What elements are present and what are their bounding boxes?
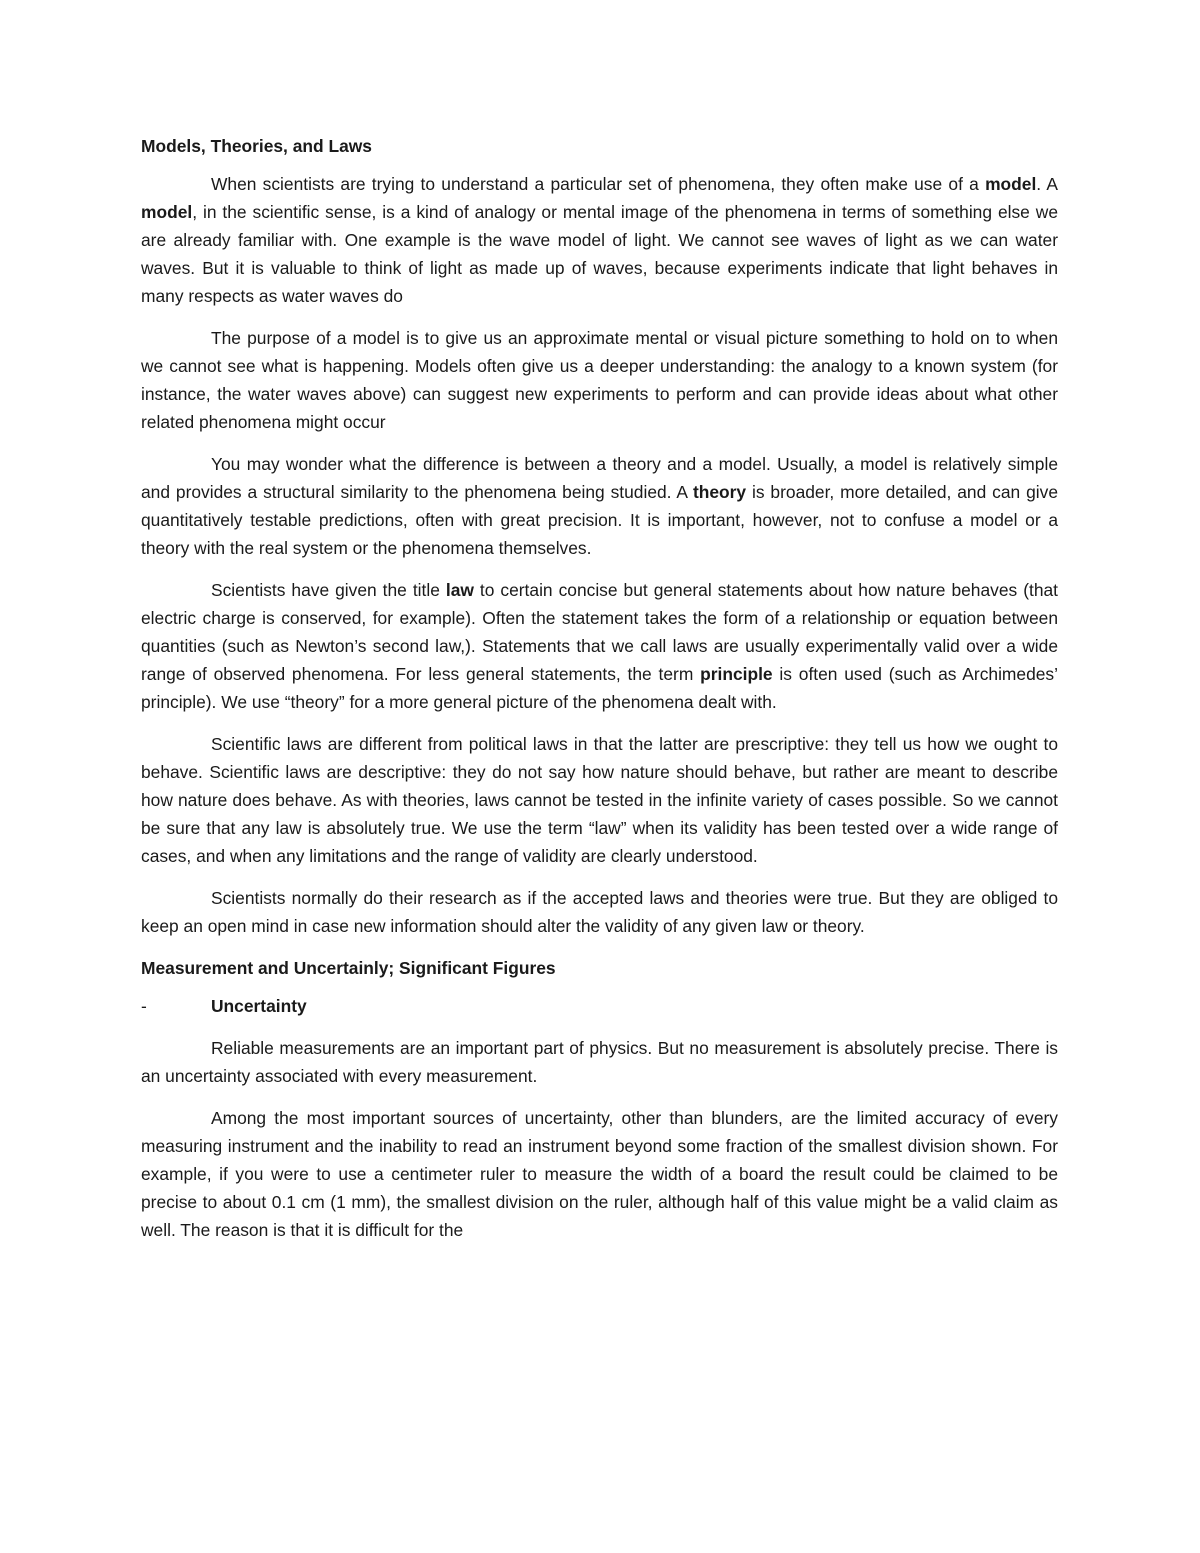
bullet-uncertainty — [141, 992, 1058, 1020]
paragraph-theory-vs-model: You may wonder what the difference is between a theory and a model. Usually, a model is relatively simple and provides a structural similarity to the phenomena being studied. A theory is broader, more detailed, and can give quantitatively testable predictions, often with great precision. It is important, however, not to confuse a model or a theory with the real system or the phenomena themselves. — [141, 454, 1058, 558]
paragraph-models-intro: When scientists are trying to understand a particular set of phenomena, they often make use of a model. A model, in the scientific sense, is a kind of analogy or mental image of the phenomena in terms of something else we are already familiar with. One example is the wave model of light. We cannot see waves of light as we can water waves. But it is valuable to think of light as made up of waves, because experiments indicate that light behaves in many respects as water waves do — [141, 174, 1058, 306]
bullet-label: Uncertainty — [211, 996, 307, 1016]
paragraph-laws: Scientists have given the title law to certain concise but general statements about how nature behaves (that electric charge is conserved, for example). Often the statement takes the form of a relationship or equation between quantities (such as Newton’s second law,). Statements that we call laws are usually experimentally valid over a wide range of observed phenomena. For less general statements, the term principle is often used (such as Archimedes’ principle). We use “theory” for a more general picture of the phenomena dealt with. — [141, 580, 1058, 712]
paragraph-open-mind: Scientists normally do their research as if the accepted laws and theories were true. But they are obliged to keep an open mind in case new information should alter the validity of any given law or theory. — [141, 888, 1058, 936]
paragraph-model-purpose: The purpose of a model is to give us an approximate mental or visual picture something to hold on to when we cannot see what is happening. Models often give us a deeper understanding: the analogy to a known system (for instance, the water waves above) can suggest new experiments to perform and can provide ideas about what other related phenomena might occur — [141, 328, 1058, 432]
document-page — [141, 132, 1058, 1258]
paragraph-reliable-measurements: Reliable measurements are an important part of physics. But no measurement is absolutely precise. There is an uncertainty associated with every measurement. — [141, 1038, 1058, 1086]
paragraph-scientific-laws: Scientific laws are different from political laws in that the latter are prescriptive: they tell us how we ought to behave. Scientific laws are descriptive: they do not say how nature should behave, but rather are meant to describe how nature does behave. As with theories, laws cannot be tested in the infinite variety of cases possible. So we cannot be sure that any law is absolutely true. We use the term “law” when its validity has been tested over a wide range of cases, and when any limitations and the range of validity are clearly understood. — [141, 734, 1058, 866]
paragraph-sources-of-uncertainty: Among the most important sources of uncertainty, other than blunders, are the limited accuracy of every measuring instrument and the inability to read an instrument beyond some fraction of the smallest division shown. For example, if you were to use a centimeter ruler to measure the width of a board the result could be claimed to be precise to about 0.1 cm (1 mm), the smallest division on the ruler, although half of this value might be a valid claim as well. The reason is that it is difficult for the — [141, 1108, 1058, 1240]
section-heading-measurement: Measurement and Uncertainly; Significant Figures — [141, 958, 556, 978]
bullet-dash: - — [141, 996, 147, 1016]
section-heading-models: Models, Theories, and Laws — [141, 136, 372, 156]
